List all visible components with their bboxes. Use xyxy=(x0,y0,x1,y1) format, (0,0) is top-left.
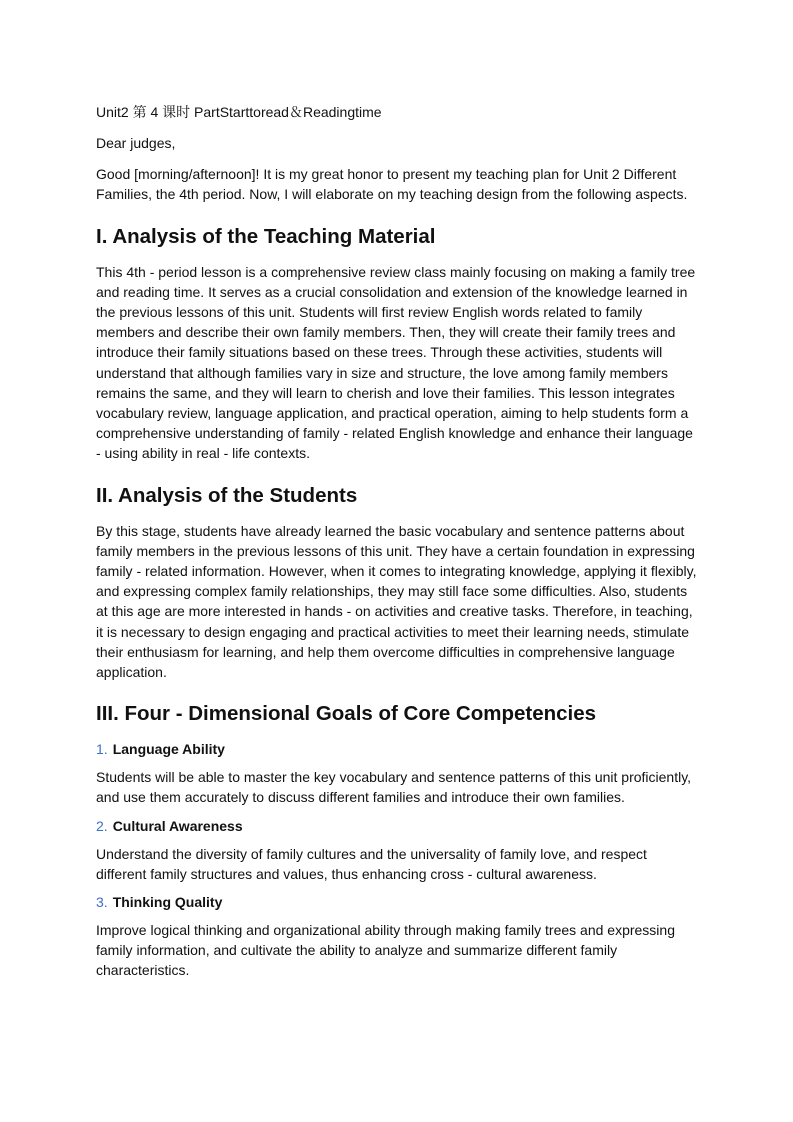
section-body-students: By this stage, students have already learned the basic vocabulary and sentence patterns about family members in the previous lessons of this unit. They have a certain foundation in expressing family - related information. However, when it comes to integrating knowledge, applying it flexibly, and expressing complex family relationships, they may still face some difficulties. Also, students at this age are more interested in hands - on activities and creative tasks. Therefore, in teaching, it is necessary to design engaging and practical activities to meet their learning needs, stimulate their enthusiasm for learning, and help them overcome difficulties in comprehensive language application. xyxy=(96,522,697,681)
section-heading-teaching-material: I. Analysis of the Teaching Material xyxy=(96,224,436,248)
document-title: Unit2 第 4 课时 PartStarttoread＆Readingtime xyxy=(96,104,382,120)
goal-number: 1. xyxy=(96,741,108,758)
goal-title: Language Ability xyxy=(112,741,225,758)
goal-text-language-ability: Students will be able to master the key vocabulary and sentence patterns of this unit proficiently, and use them accurately to discuss different families and introduce their own families. xyxy=(96,769,692,806)
goal-title: Cultural Awareness xyxy=(112,817,243,834)
goal-number: 2. xyxy=(96,817,108,834)
goal-heading-thinking-quality xyxy=(96,892,700,912)
section-heading-core-goals: III. Four - Dimensional Goals of Core Competencies xyxy=(96,702,597,726)
goal-number: 3. xyxy=(96,894,108,911)
goal-title: Thinking Quality xyxy=(112,894,223,911)
section-heading-students: II. Analysis of the Students xyxy=(96,483,358,507)
salutation: Dear judges, xyxy=(96,135,176,151)
document-page xyxy=(96,102,700,989)
goal-heading-language-ability xyxy=(96,739,700,759)
goal-text-thinking-quality: Improve logical thinking and organizational ability through making family trees and expressing family information, and cultivate the ability to analyze and summarize different family characteristics. xyxy=(96,922,675,979)
intro-paragraph: Good [morning/afternoon]! It is my great honor to present my teaching plan for Unit 2 Different Families, the 4th period. Now, I will elaborate on my teaching design from the following aspects. xyxy=(96,166,688,203)
goal-heading-cultural-awareness xyxy=(96,816,700,836)
section-body-teaching-material: This 4th - period lesson is a comprehensive review class mainly focusing on making a family tree and reading time. It serves as a crucial consolidation and extension of the knowledge learned in the previous lessons of this unit. Students will first review English words related to family members and describe their own family members. Then, they will create their family trees and introduce their family situations based on these trees. Through these activities, students will understand that although families vary in size and structure, the love among family members remains the same, and they will learn to cherish and love their families. This lesson integrates vocabulary review, language application, and practical operation, aiming to help students form a comprehensive understanding of family - related English knowledge and enhance their language - using ability in real - life contexts. xyxy=(96,263,696,462)
goal-text-cultural-awareness: Understand the diversity of family cultures and the universality of family love, and respect different family structures and values, thus enhancing cross - cultural awareness. xyxy=(96,845,647,882)
